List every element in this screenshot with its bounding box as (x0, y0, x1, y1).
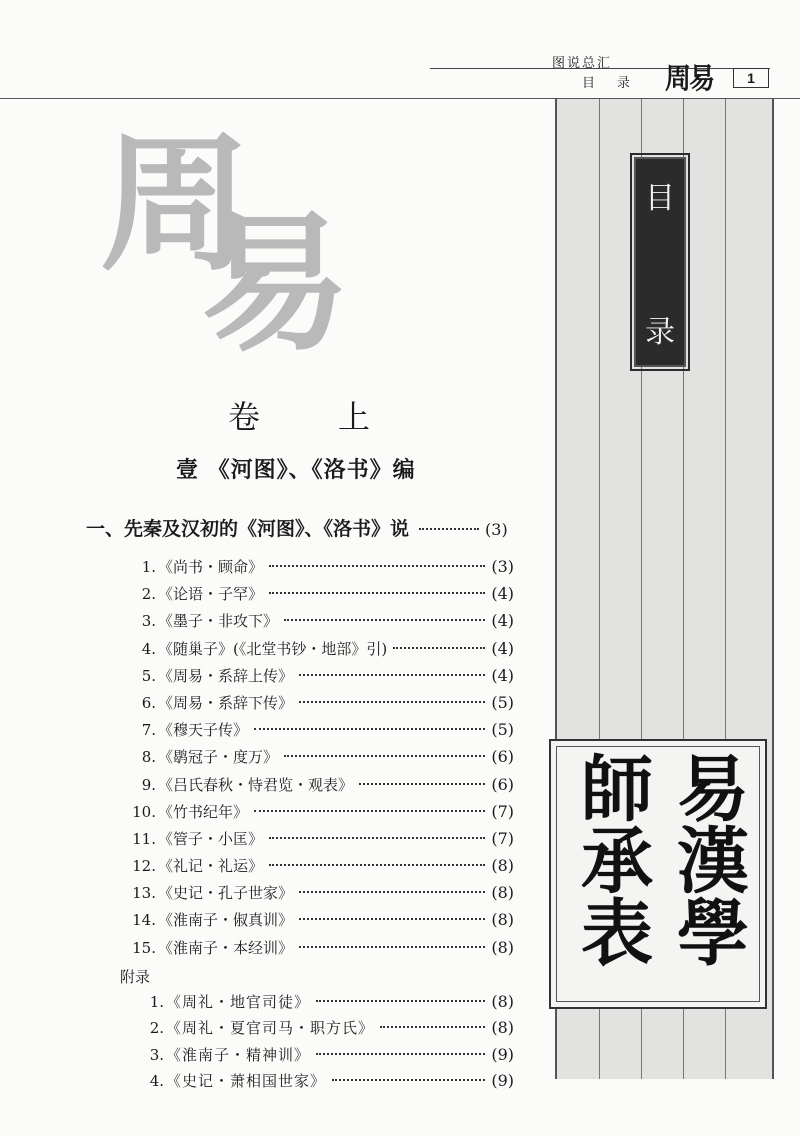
toc-item[interactable]: 1. 《尚书・顾命》 (3) (141, 557, 514, 576)
toc-item[interactable]: 7. 《穆天子传》 (5) (141, 720, 514, 740)
toc-item[interactable]: 2. 《论语・子罕》 (4) (141, 584, 514, 604)
watermark-zhou: 周 (100, 118, 251, 292)
side-label-bottom: 录 (645, 315, 675, 350)
chapter-page: (3) (485, 520, 508, 539)
appendix-label: 附录 (120, 967, 151, 986)
toc-item[interactable]: 5. 《周易・系辞上传》 (4) (141, 665, 514, 685)
toc-item[interactable]: 10. 《竹书纪年》 (7) (132, 801, 514, 821)
toc-item[interactable]: 12. 《礼记・礼运》 (8) (132, 856, 514, 876)
toc-item[interactable]: 14. 《淮南子・俶真训》 (8) (132, 910, 514, 930)
section-title: 壹 《河图》、《洛书》编 (176, 457, 416, 483)
watermark-yi: 易 (200, 198, 351, 372)
toc-item[interactable]: 13. 《史记・孔子世家》 (8) (132, 883, 514, 903)
toc-item[interactable]: 4. 《随巢子》(《北堂书钞・地部》引) (4) (141, 638, 514, 658)
header-section-title: 目录 (582, 76, 653, 91)
toc-item[interactable]: 6. 《周易・系辞下传》 (5) (141, 692, 514, 712)
toc-item[interactable]: 9. 《吕氏春秋・恃君览・观表》 (6) (141, 774, 514, 794)
calligraphy-stamp (549, 739, 767, 1009)
chapter-heading[interactable] (86, 514, 516, 541)
chapter-title: 一、先秦及汉初的《河图》、《洛书》说 (86, 518, 410, 540)
header-logo: 周易 (665, 62, 714, 96)
appendix-item[interactable]: 3. 《淮南子・精神训》 (9) (149, 1044, 514, 1064)
appendix-item[interactable]: 2. 《周礼・夏官司马・职方氏》 (8) (149, 1018, 514, 1038)
volume-title: 卷上 (228, 398, 449, 436)
toc-list (120, 556, 514, 1097)
side-label-toc (634, 157, 686, 367)
toc-item[interactable]: 8. 《鹖冠子・度万》 (6) (141, 747, 514, 767)
header-series-title: 图说总汇 (552, 56, 613, 71)
toc-item[interactable]: 3. 《墨子・非攻下》 (4) (141, 611, 514, 631)
toc-item[interactable]: 15. 《淮南子・本经训》 (8) (132, 937, 514, 957)
leader-dots (419, 528, 479, 530)
toc-item[interactable]: 11. 《管子・小匡》 (7) (132, 828, 514, 848)
appendix-item[interactable]: 4. 《史记・萧相国世家》 (9) (149, 1071, 514, 1091)
stamp-right-column: 易漢學 (665, 751, 750, 967)
appendix-item[interactable]: 1. 《周礼・地官司徒》 (8) (149, 991, 514, 1011)
side-label-top: 目 (645, 181, 675, 216)
stamp-left-column: 師承表 (569, 751, 654, 967)
page-number: 1 (733, 68, 769, 88)
